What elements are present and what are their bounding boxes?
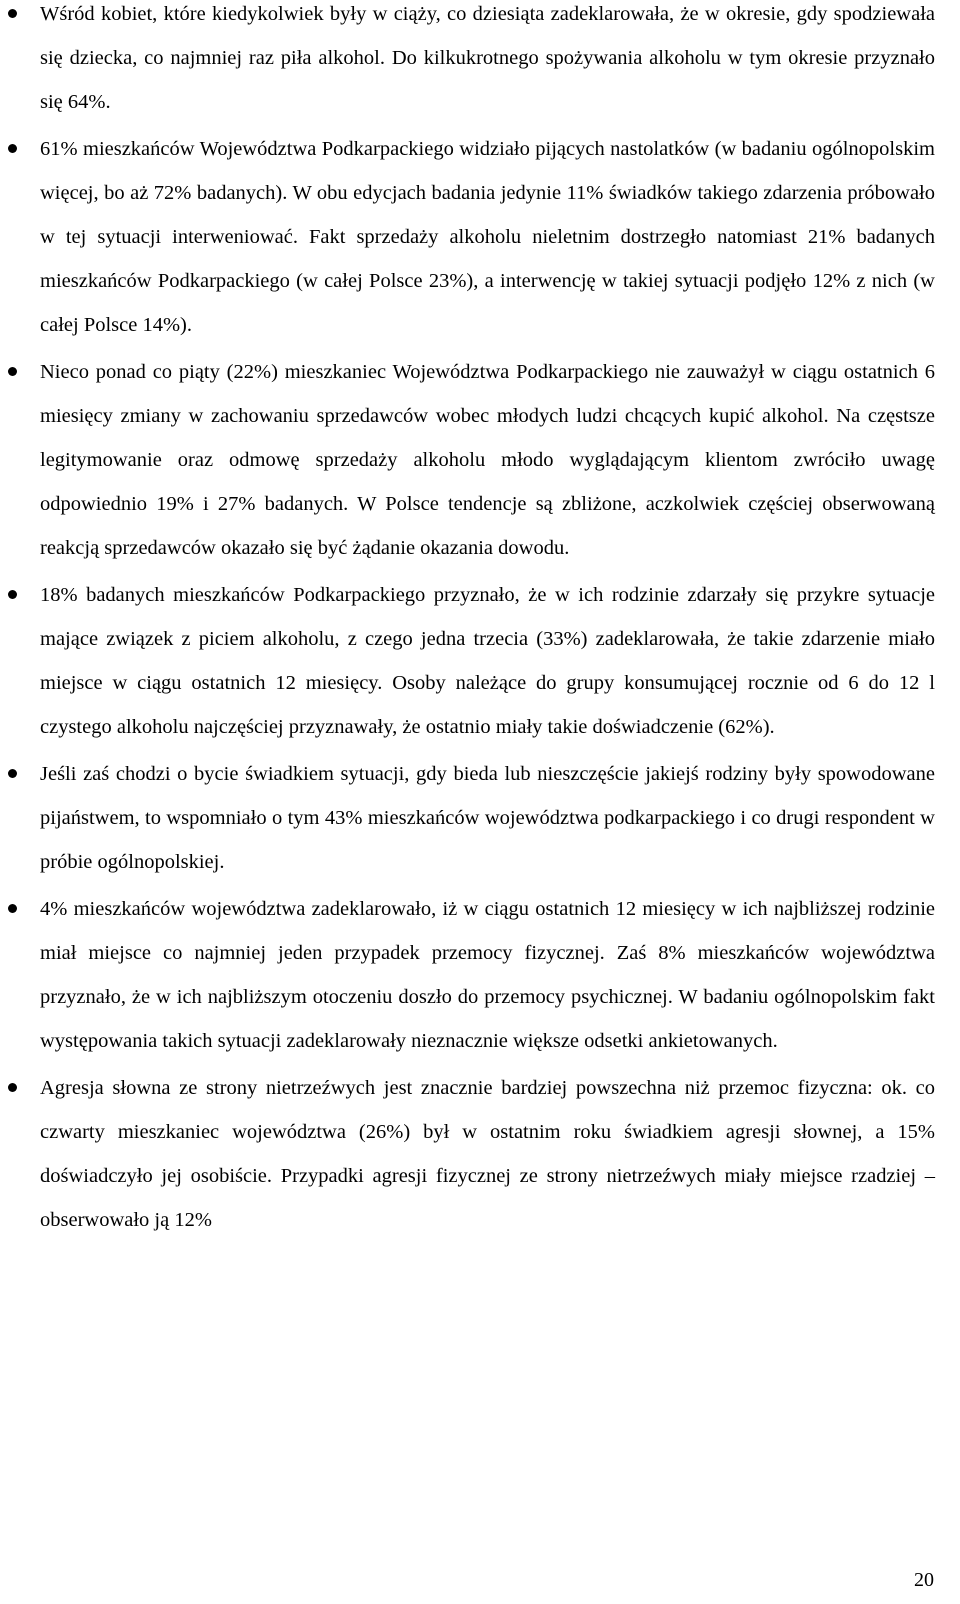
list-item — [0, 1066, 960, 1242]
list-item — [0, 752, 960, 884]
bullet-icon — [8, 367, 17, 376]
page-number: 20 — [914, 1569, 934, 1591]
list-item — [0, 127, 960, 347]
bullet-icon — [8, 144, 17, 153]
bullet-icon — [8, 769, 17, 778]
list-item — [0, 573, 960, 749]
bullet-text: Jeśli zaś chodzi o bycie świadkiem sytuacji, gdy bieda lub nieszczęście jakiejś rodziny były spowodowane pijaństwem, to wspomniało o tym 43% mieszkańców województwa podkarpackiego i co drugi respondent w próbie ogólnopolskiej. — [40, 763, 935, 873]
list-item — [0, 887, 960, 1063]
bullet-icon — [8, 590, 17, 599]
bullet-text: 18% badanych mieszkańców Podkarpackiego przyznało, że w ich rodzinie zdarzały się przykre sytuacje mające związek z piciem alkoholu, z czego jedna trzecia (33%) zadeklarowała, że takie zdarzenie miało miejsce w ciągu ostatnich 12 miesięcy. Osoby należące do grupy konsumującej rocznie od 6 do 12 l czystego alkoholu najczęściej przyznawały, że ostatnio miały takie doświadczenie (62%). — [40, 584, 935, 738]
list-item — [0, 350, 960, 570]
list-item — [0, 0, 960, 124]
bullet-text: Wśród kobiet, które kiedykolwiek były w ciąży, co dziesiąta zadeklarowała, że w okresie, gdy spodziewała się dziecka, co najmniej raz piła alkohol. Do kilkukrotnego spożywania alkoholu w tym okresie przyznało się 64%. — [40, 3, 935, 113]
bullet-text: Agresja słowna ze strony nietrzeźwych jest znacznie bardziej powszechna niż przemoc fizyczna: ok. co czwarty mieszkaniec województwa (26%) był w ostatnim roku świadkiem agresji słownej, a 15% doświadczyło jej osobiście. Przypadki agresji fizycznej ze strony nietrzeźwych miały miejsce rzadziej – obserwowało ją 12% — [40, 1077, 935, 1231]
bullet-text: 61% mieszkańców Województwa Podkarpackiego widziało pijących nastolatków (w badaniu ogólnopolskim więcej, bo aż 72% badanych). W obu edycjach badania jedynie 11% świadków takiego zdarzenia próbowało w tej sytuacji interweniować. Fakt sprzedaży alkoholu nieletnim dostrzegło natomiast 21% badanych mieszkańców Podkarpackiego (w całej Polsce 23%), a interwencję w takiej sytuacji podjęło 12% z nich (w całej Polsce 14%). — [40, 138, 935, 336]
bullet-icon — [8, 904, 17, 913]
bullet-icon — [8, 9, 17, 18]
bullet-icon — [8, 1083, 17, 1092]
bullet-text: Nieco ponad co piąty (22%) mieszkaniec Województwa Podkarpackiego nie zauważył w ciągu ostatnich 6 miesięcy zmiany w zachowaniu sprzedawców wobec młodych ludzi chcących kupić alkohol. Na częstsze legitymowanie oraz odmowę sprzedaży alkoholu młodo wyglądającym klientom zwróciło uwagę odpowiednio 19% i 27% badanych. W Polsce tendencje są zbliżone, aczkolwiek częściej obserwowaną reakcją sprzedawców okazało się być żądanie okazania dowodu. — [40, 361, 935, 559]
bullet-text: 4% mieszkańców województwa zadeklarowało, iż w ciągu ostatnich 12 miesięcy w ich najbliższej rodzinie miał miejsce co najmniej jeden przypadek przemocy fizycznej. Zaś 8% mieszkańców województwa przyznało, że w ich najbliższym otoczeniu doszło do przemocy psychicznej. W badaniu ogólnopolskim fakt występowania takich sytuacji zadeklarowały nieznacznie większe odsetki ankietowanych. — [40, 898, 935, 1052]
